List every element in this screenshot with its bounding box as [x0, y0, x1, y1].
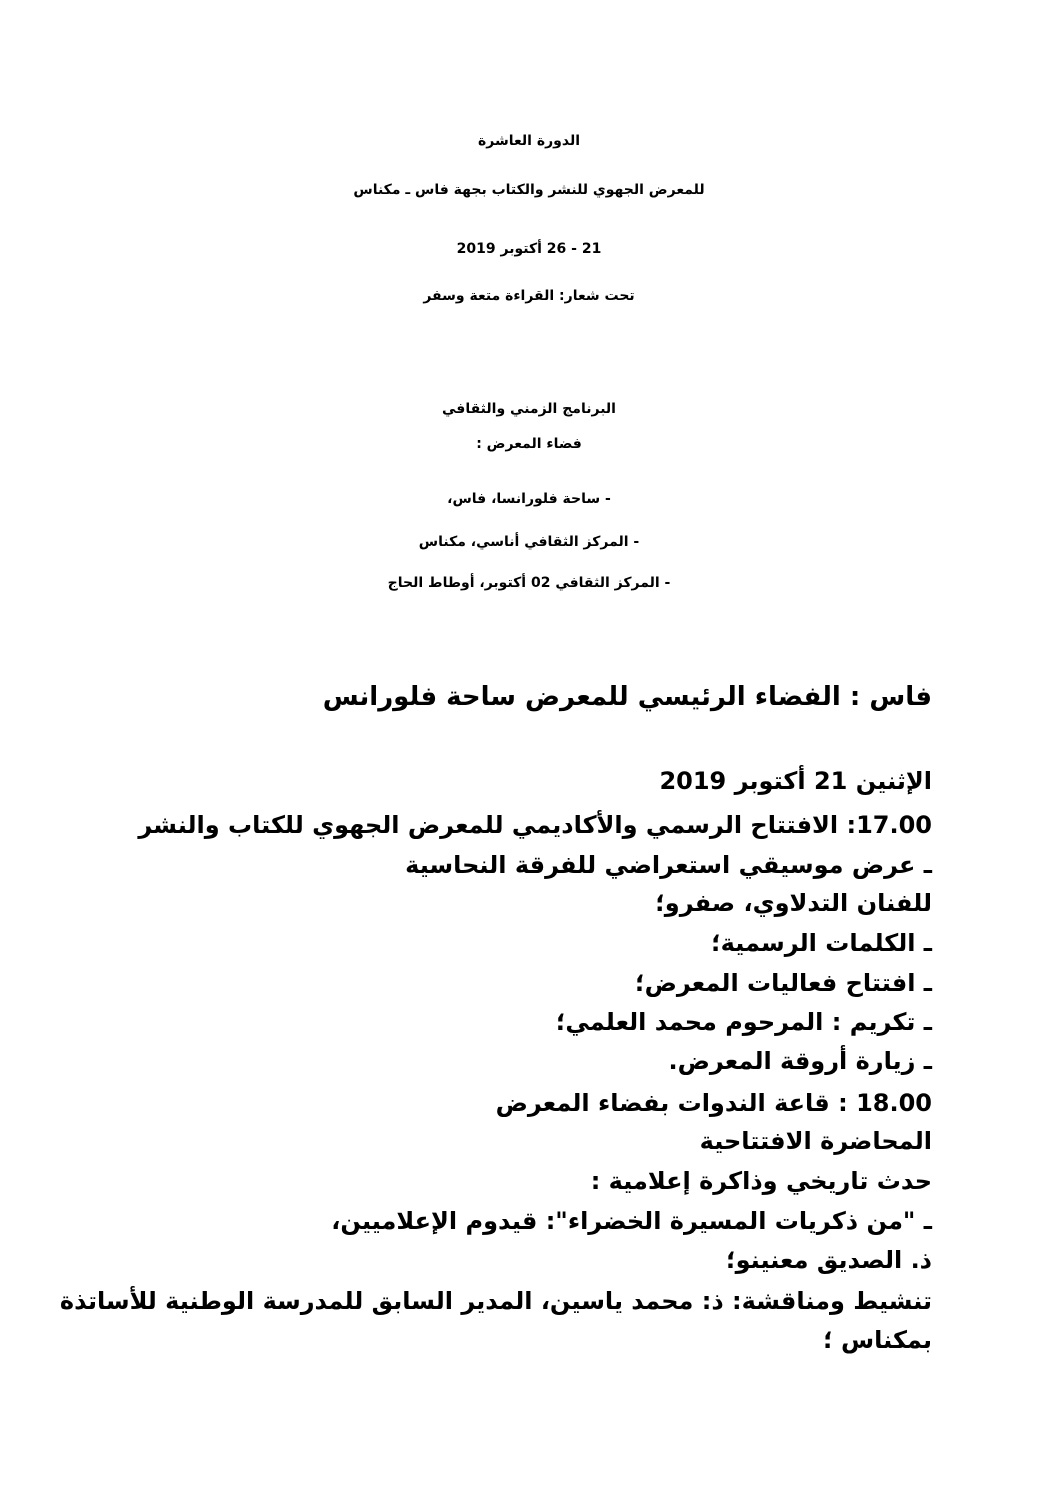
schedule-line: بمكناس ؛: [823, 1326, 932, 1354]
schedule-line: ـ زيارة أروقة المعرض.: [668, 1047, 932, 1075]
schedule-line: المحاضرة الافتتاحية: [699, 1127, 932, 1155]
spaces-label: فضاء المعرض :: [476, 436, 582, 452]
schedule-line: ـ "من ذكريات المسيرة الخضراء": قيدوم الإعلاميين،: [331, 1207, 932, 1235]
schedule-line: تنشيط ومناقشة: ذ: محمد ياسين، المدير السابق للمدرسة الوطنية للأساتذة: [59, 1287, 932, 1315]
fair-dates: 21 - 26 أكتوبر 2019: [456, 241, 602, 257]
space-item: - المركز الثقافي 02 أكتوبر، أوطاط الحاج: [387, 575, 671, 591]
fair-slogan: تحت شعار: القراءة متعة وسفر: [423, 288, 635, 304]
schedule-day: الإثنين 21 أكتوبر 2019: [659, 767, 932, 795]
schedule-line: ـ الكلمات الرسمية؛: [711, 929, 932, 957]
schedule-line: 18.00 : قاعة الندوات بفضاء المعرض: [495, 1089, 932, 1117]
schedule-line: ـ افتتاح فعاليات المعرض؛: [634, 969, 932, 997]
space-item: - المركز الثقافي أناسي، مكناس: [418, 534, 640, 550]
schedule-line: للفنان التدلاوي، صفرو؛: [655, 889, 932, 917]
schedule-line: حدث تاريخي وذاكرة إعلامية :: [590, 1167, 932, 1195]
schedule-line: 17.00: الافتتاح الرسمي والأكاديمي للمعرض الجهوي للكتاب والنشر: [138, 811, 932, 839]
fair-name: للمعرض الجهوي للنشر والكتاب بجهة فاس ـ مكناس: [353, 182, 705, 198]
schedule-line: ـ عرض موسيقي استعراضي للفرقة النحاسية: [405, 851, 932, 879]
space-item: - ساحة فلورانسا، فاس،: [447, 491, 611, 507]
main-space-heading: فاس : الفضاء الرئيسي للمعرض ساحة فلورانس: [322, 682, 932, 712]
schedule-line: ـ تكريم : المرحوم محمد العلمي؛: [555, 1008, 932, 1036]
program-title: البرنامج الزمني والثقافي: [442, 401, 616, 417]
edition-title: الدورة العاشرة: [478, 133, 580, 149]
schedule-line: ذ. الصديق معنينو؛: [726, 1246, 932, 1274]
